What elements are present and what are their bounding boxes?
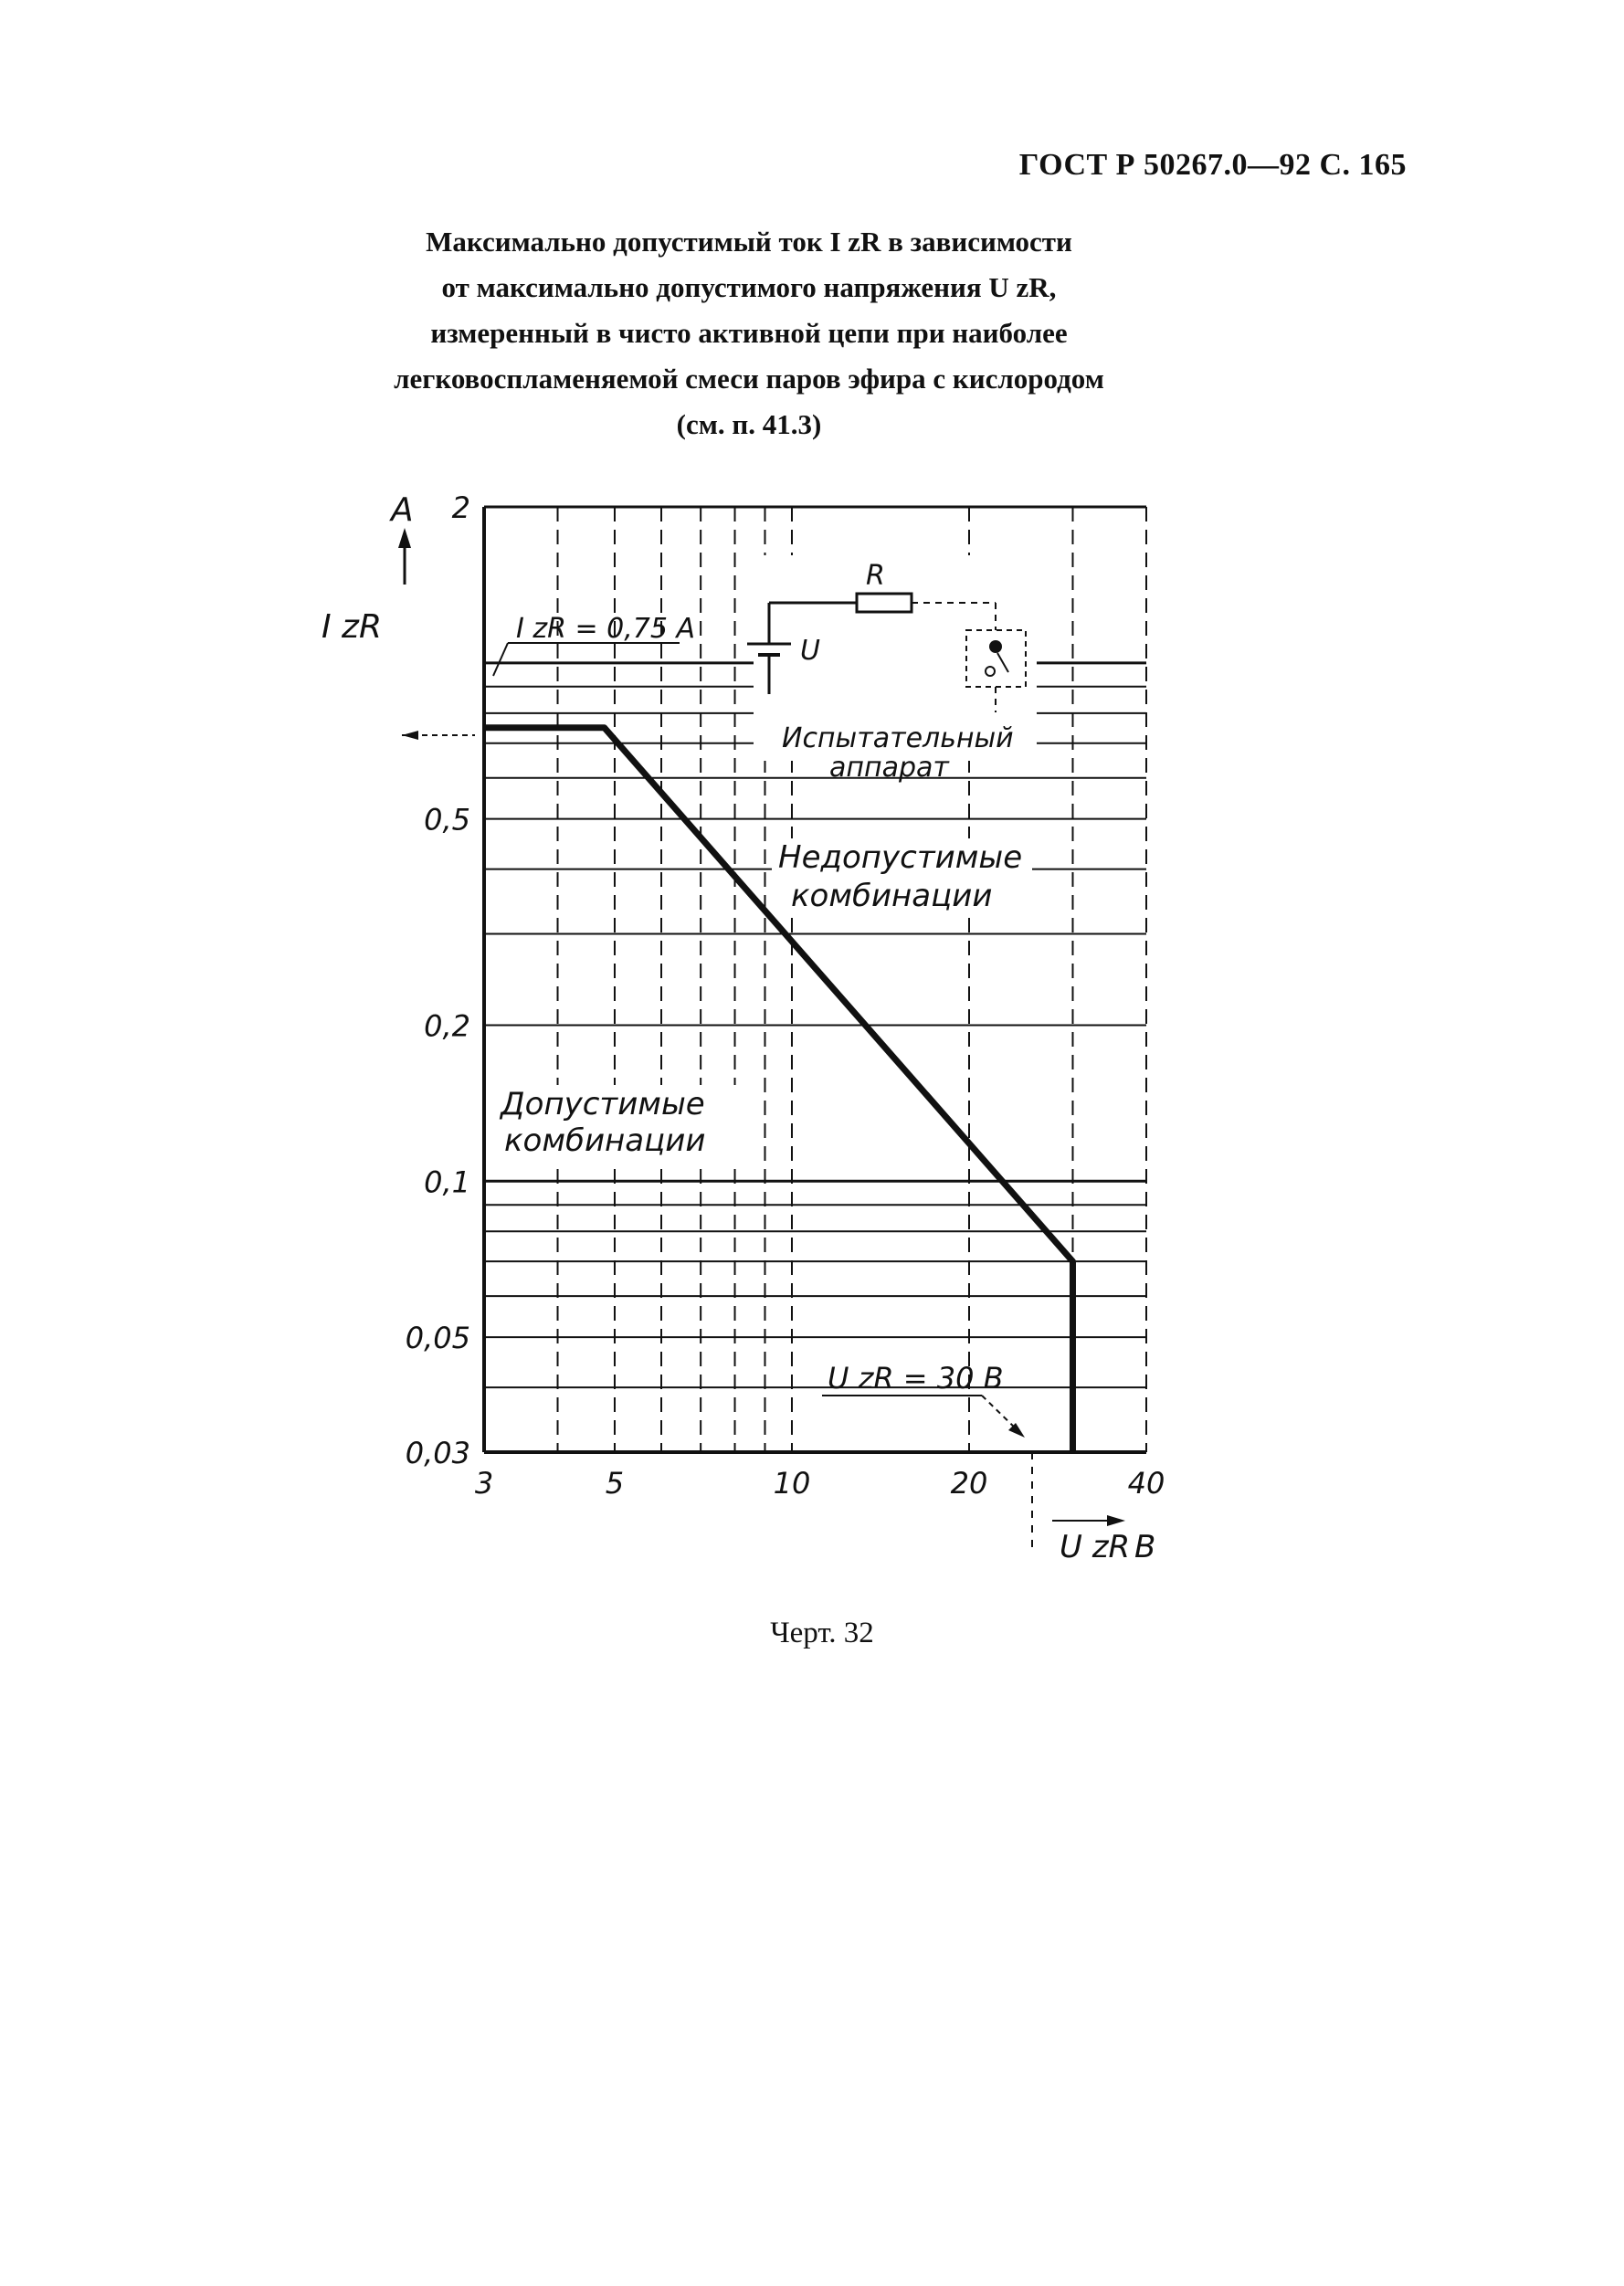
acceptable-region-label-1: Допустимые xyxy=(501,1086,705,1122)
test-apparatus-label-2: аппарат xyxy=(829,752,949,784)
current-limit-pointer-head xyxy=(402,731,418,740)
y-tick-label-1: 0,5 xyxy=(424,802,470,837)
title-line-4: легковоспламеняемой смеси паров эфира с кислородом xyxy=(394,363,1104,395)
figure-caption: Черт. 32 xyxy=(770,1617,874,1649)
title-line-3: измеренный в чисто активной цепи при наиболее xyxy=(430,317,1068,349)
voltage-limit-pointer-head xyxy=(1008,1423,1025,1438)
test-apparatus-label-1: Испытательный xyxy=(782,722,1014,754)
x-axis-arrow-head xyxy=(1107,1515,1125,1526)
x-axis-label: U zR xyxy=(1060,1529,1131,1565)
current-limit-label: I zR = 0,75 A xyxy=(516,613,696,645)
title-line-1: Максимально допустимый ток I zR в зависимости xyxy=(426,226,1072,258)
x-tick-label-2: 10 xyxy=(773,1466,811,1501)
x-tick-label-4: 40 xyxy=(1127,1466,1165,1501)
battery-label: U xyxy=(800,635,820,667)
y-axis-unit: A xyxy=(391,491,414,529)
title-line-5: (см. п. 41.3) xyxy=(676,408,822,440)
resistor-label: R xyxy=(866,560,885,592)
x-tick-label-0: 3 xyxy=(474,1466,494,1501)
voltage-limit-label: U zR = 30 B xyxy=(828,1361,1004,1396)
y-tick-label-3: 0,1 xyxy=(424,1164,470,1200)
apparatus-contact-dot xyxy=(989,640,1002,653)
current-limit-leader xyxy=(493,643,508,676)
unacceptable-region-label-2: комбинации xyxy=(791,878,993,914)
y-tick-label-4: 0,05 xyxy=(405,1321,470,1356)
y-tick-label-0: 2 xyxy=(451,490,470,525)
title-line-2: от максимально допустимого напряжения U zR, xyxy=(441,271,1057,303)
limit-curve-point-1 xyxy=(603,726,606,730)
y-tick-label-2: 0,2 xyxy=(424,1008,470,1044)
acceptable-region-label-2: комбинации xyxy=(504,1122,706,1159)
limit-curve-point-3 xyxy=(1070,1450,1074,1454)
document-header: ГОСТ Р 50267.0—92 С. 165 xyxy=(1018,148,1407,182)
x-tick-label-1: 5 xyxy=(605,1466,625,1501)
y-tick-label-5: 0,03 xyxy=(405,1436,470,1470)
limit-curve-point-2 xyxy=(1070,1259,1074,1263)
y-axis-label: I zR xyxy=(322,608,382,646)
x-tick-label-3: 20 xyxy=(950,1466,988,1501)
test-circuit-inset xyxy=(747,555,1037,761)
y-axis-arrow-head xyxy=(398,528,411,548)
unacceptable-region-label-1: Недопустимые xyxy=(778,839,1023,876)
limit-curve-point-0 xyxy=(482,726,486,730)
x-axis-unit: B xyxy=(1134,1529,1156,1565)
